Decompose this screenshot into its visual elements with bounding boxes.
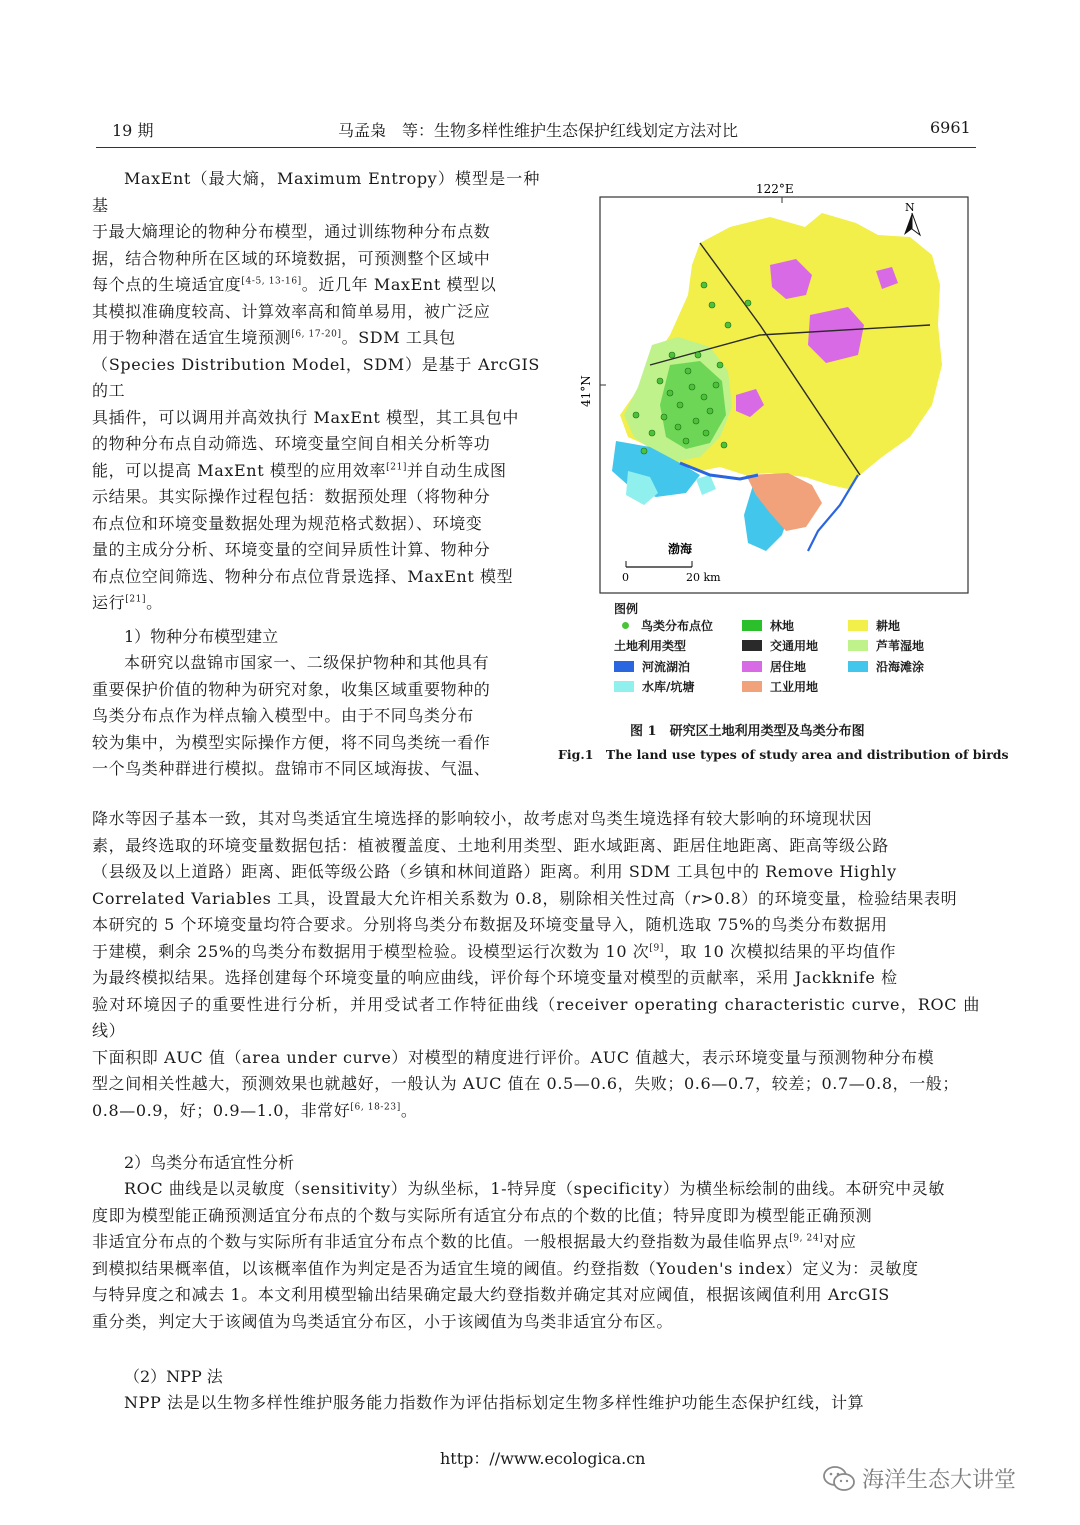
- legend-item-river-lake: 河流湖泊: [614, 658, 690, 675]
- legend-item-reed-wetland: 芦苇湿地: [848, 637, 924, 654]
- figure-caption-cn: 图 1 研究区土地利用类型及鸟类分布图: [630, 724, 865, 739]
- sea-label: 渤海: [668, 542, 693, 556]
- bird-point-icon: [622, 622, 629, 629]
- journal-url: http：//www.ecologica.cn: [440, 1449, 646, 1468]
- watermark: 海洋生态大讲堂: [822, 1463, 1016, 1494]
- citation: [21]: [125, 594, 147, 605]
- section-heading-species-model: 1）物种分布模型建立: [124, 627, 279, 646]
- legend-item-transport: 交通用地: [742, 637, 818, 654]
- citation: [4-5, 13-16]: [241, 276, 302, 287]
- page-number: 6961: [930, 118, 971, 137]
- roc-paragraph: ROC 曲线是以灵敏度（sensitivity）为纵坐标，1-特异度（specificity）为横坐标绘制的曲线。本研究中灵敏 度即为模型能正确预测适宜分布点的个数与实际所有适宜分布点的个数的比值；特异度即为模型能正确预测 非适宜分布点的个数与实际所有非适宜分布点个数的比值。一般根据最大约登指数为最佳临界点[9, 24]对应 到模拟结果概率值，以该概率值作为判定是否为适宜生境的阈值。约登指数（Youden's index）定义为：灵敏度 与特异度之和减去 1。本文利用模型输出结果确定最大约登指数并确定其对应阈值，根据该阈值利用 ArcGIS 重分类，判定大于该阈值为鸟类适宜分布区，小于该阈值为鸟类非适宜分布区。: [92, 1179, 945, 1331]
- latitude-label: 41°N: [579, 375, 593, 407]
- environment-variable-paragraph: 降水等因子基本一致，其对鸟类适宜生境选择的影响较小，故考虑对鸟类生境选择有较大影响的环境现状因 素，最终选取的环境变量数据包括：植被覆盖度、土地利用类型、距水域距离、距居住地距离、距高等级公路 （县级及以上道路）距离、距低等级公路（乡镇和林间道路）距离。利用 SDM 工具包中的 Remove Highly Correlated Variables 工具，设置最大允许相关系数为 0.8，剔除相关性过高（r>0.8）的环境变量，检验结果表明 本研究的 5 个环境变量均符合要求。分别将鸟类分布数据及环境变量导入，随机选取 75%的鸟类分布数据用 于建模，剩余 25%的鸟类分布数据用于模型检验。设模型运行次数为 10 次[9]，取 10 次模拟结果的平均值作 为最终模拟结果。选择创建每个环境变量的响应曲线，评价每个环境变量对模型的贡献率，采用 Jackknife 检 验对环境因子的重要性进行分析，并用受试者工作特征曲线（receiver operating characteristic curve，ROC 曲线） 下面积即 AUC 值（area under curve）对模型的精度进行评价。AUC 值越大，表示环境变量与预测物种分布模 型之间相关性越大，预测效果也就越好，一般认为 AUC 值在 0.5—0.6，失败；0.6—0.7，较差；0.7—0.8，一般； 0.8—0.9，好；0.9—1.0，非常好[6, 18-23]。: [92, 809, 980, 1120]
- maxent-paragraph: MaxEnt（最大熵，Maximum Entropy）模型是一种基 于最大熵理论的物种分布模型，通过训练物种分布点数 据，结合物种所在区域的环境数据，可预测整个区域中 每个点的生境适宜度[4-5, 13-16]。近几年 MaxEnt 模型以 其模拟准确度较高、计算效率高和简单易用，被广泛应 用于物种潜在适宜生境预测[6, 17-20]。SDM 工具包 （Species Distribution Model，SDM）是基于 ArcGIS 的工 具插件，可以调用并高效执行 MaxEnt 模型，其工具包中 的物种分布点自动筛选、环境变量空间自相关分析等功 能，可以提高 MaxEnt 模型的应用效率[21]并自动生成图 示结果。其实际操作过程包括：数据预处理（将物种分 布点位和环境变量数据处理为规范格式数据）、环境变 量的主成分分析、环境变量的空间异质性计算、物种分 布点位空间筛选、物种分布点位背景选择、MaxEnt 模型 运行[21]。: [92, 169, 540, 612]
- section-heading-npp: （2）NPP 法: [124, 1367, 223, 1386]
- section-heading-suitability: 2）鸟类分布适宜性分析: [124, 1153, 295, 1172]
- scale-zero: 0: [622, 571, 629, 584]
- npp-paragraph: NPP 法是以生物多样性维护服务能力指数作为评估指标划定生物多样性维护功能生态保护红线，计算: [124, 1393, 865, 1412]
- legend-item-reservoir: 水库/坑塘: [614, 678, 694, 695]
- citation: [9, 24]: [789, 1233, 824, 1244]
- legend-item-farmland: 耕地: [848, 617, 900, 634]
- longitude-label: 122°E: [756, 182, 794, 196]
- citation: [21]: [386, 462, 408, 473]
- issue-number: 19 期: [112, 121, 154, 140]
- header-rule: [96, 147, 976, 148]
- legend-item-industrial: 工业用地: [742, 678, 818, 695]
- citation: [6, 18-23]: [350, 1102, 401, 1113]
- wechat-icon: [822, 1465, 856, 1493]
- legend-item-tidal-flat: 沿海滩涂: [848, 658, 924, 675]
- legend-item-bird-points: 鸟类分布点位: [614, 617, 713, 634]
- legend-item-forest: 林地: [742, 617, 794, 634]
- north-label: N: [905, 201, 915, 214]
- species-model-paragraph: 本研究以盘锦市国家一、二级保护物种和其他具有 重要保护价值的物种为研究对象，收集区域重要物种的 鸟类分布点作为样点输入模型中。由于不同鸟类分布 较为集中，为模型实际操作方便，将不同鸟类统一看作 一个鸟类种群进行模拟。盘锦市不同区域海拔、气温、: [92, 653, 491, 778]
- land-use-map: [560, 175, 980, 605]
- citation: [9]: [649, 943, 664, 954]
- running-title: 马孟枭 等：生物多样性维护生态保护红线划定方法对比: [338, 121, 739, 140]
- landuse-title: 土地利用类型: [614, 639, 687, 653]
- legend-item-residential: 居住地: [742, 658, 806, 675]
- figure-caption-en: Fig.1 The land use types of study area and distribution of birds: [558, 747, 1009, 762]
- citation: [6, 17-20]: [291, 329, 342, 340]
- scale-end: 20 km: [686, 571, 721, 584]
- legend-title: 图例: [614, 602, 639, 616]
